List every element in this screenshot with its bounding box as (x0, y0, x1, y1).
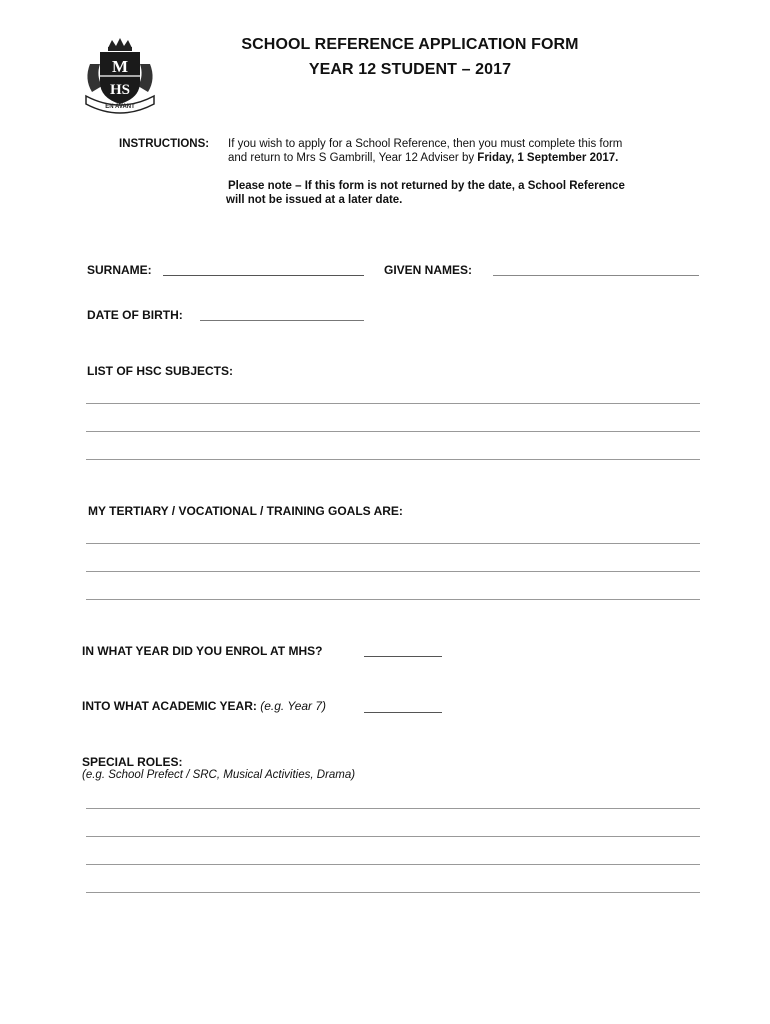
instructions-line-1: If you wish to apply for a School Reference, then you must complete this form (228, 138, 623, 150)
form-subtitle: YEAR 12 STUDENT – 2017 (308, 61, 512, 78)
note-line-1: Please note – If this form is not returned by the date, a School Reference (228, 180, 625, 192)
enrol-year-field[interactable] (364, 656, 442, 657)
special-roles-example: (e.g. School Prefect / SRC, Musical Activities, Drama) (82, 769, 356, 781)
hsc-subjects-line-3[interactable] (86, 459, 700, 460)
form-title: SCHOOL REFERENCE APPLICATION FORM (241, 36, 579, 53)
instructions-label: INSTRUCTIONS: (119, 138, 210, 150)
instructions-line-2 (228, 152, 618, 164)
instructions-line-2-text: and return to Mrs S Gambrill, Year 12 Adviser by (228, 152, 478, 164)
goals-line-2[interactable] (86, 571, 700, 572)
special-roles-line-4[interactable] (86, 892, 700, 893)
dob-label: DATE OF BIRTH: (87, 308, 183, 322)
surname-label: SURNAME: (87, 263, 152, 277)
academic-year-example: (e.g. Year 7) (260, 699, 327, 713)
academic-year-label-text: INTO WHAT ACADEMIC YEAR: (82, 699, 257, 713)
hsc-subjects-line-1[interactable] (86, 403, 700, 404)
svg-text:EN AVANT: EN AVANT (105, 104, 135, 110)
surname-field[interactable] (163, 275, 364, 276)
enrol-year-label: IN WHAT YEAR DID YOU ENROL AT MHS? (82, 644, 323, 658)
special-roles-line-1[interactable] (86, 808, 700, 809)
svg-text:M: M (111, 57, 129, 76)
svg-text:HS: HS (109, 82, 131, 98)
goals-line-1[interactable] (86, 543, 700, 544)
deadline-date: Friday, 1 September 2017. (477, 152, 619, 164)
dob-field[interactable] (200, 320, 364, 321)
academic-year-label (82, 699, 326, 713)
goals-label: MY TERTIARY / VOCATIONAL / TRAINING GOALS ARE: (88, 504, 403, 518)
academic-year-field[interactable] (364, 712, 442, 713)
given-names-label: GIVEN NAMES: (384, 263, 473, 277)
hsc-subjects-label: LIST OF HSC SUBJECTS: (87, 364, 234, 378)
school-crest-logo (80, 34, 160, 114)
special-roles-line-3[interactable] (86, 864, 700, 865)
special-roles-label: SPECIAL ROLES: (82, 755, 183, 769)
note-line-2: will not be issued at a later date. (226, 194, 403, 206)
special-roles-line-2[interactable] (86, 836, 700, 837)
goals-line-3[interactable] (86, 599, 700, 600)
given-names-field[interactable] (493, 275, 699, 276)
hsc-subjects-line-2[interactable] (86, 431, 700, 432)
